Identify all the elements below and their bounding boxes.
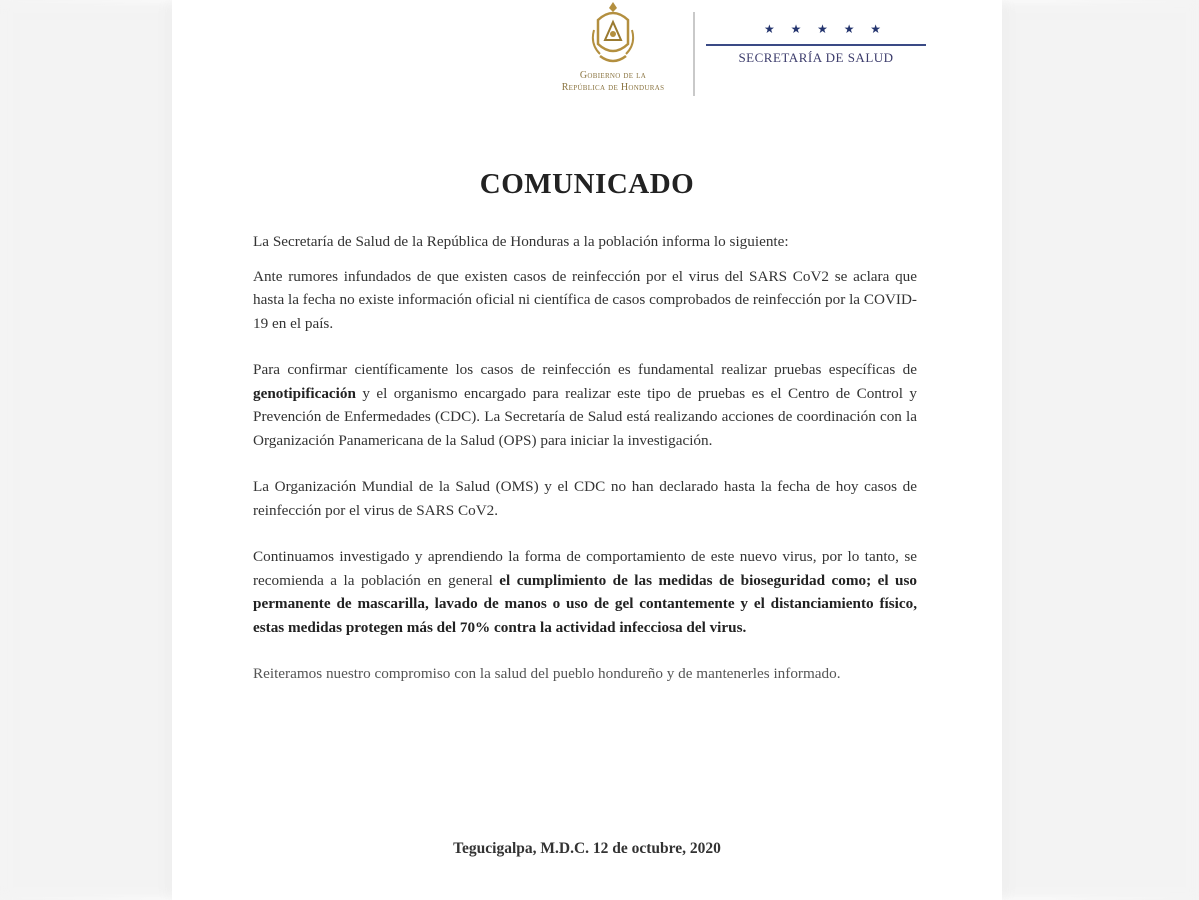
paragraph-1: Ante rumores infundados de que existen casos de reinfección por el virus del SARS CoV2 se aclara que hasta la fecha no existe información oficial ni científica de casos comprobados de reinfección por la COVID-19 en el país. bbox=[253, 267, 917, 332]
header-divider bbox=[693, 12, 695, 96]
paragraph-2-bold: genotipificación bbox=[253, 384, 356, 402]
coat-of-arms-icon bbox=[588, 0, 638, 68]
paragraph-4 bbox=[253, 545, 917, 639]
government-name bbox=[540, 70, 686, 94]
document-body bbox=[253, 230, 917, 686]
paragraph-2-text-start: Para confirmar científicamente los casos de reinfección es fundamental realizar pruebas específicas de bbox=[253, 361, 917, 378]
government-line-1: Gobierno de la bbox=[579, 70, 647, 81]
right-blurred-background bbox=[999, 0, 1199, 900]
paragraph-3: La Organización Mundial de la Salud (OMS) y el CDC no han declarado hasta la fecha de hoy casos de reinfección por el virus de SARS CoV2. bbox=[253, 478, 917, 519]
paragraph-4-bold: el cumplimiento de las medidas de bioseguridad como; el uso permanente de mascarilla, lavado de manos o uso de gel contantemente y el distanciamiento físico, estas medidas protegen más del 70% contra la actividad infecciosa del virus. bbox=[253, 571, 918, 636]
intro-paragraph: La Secretaría de Salud de la República de Honduras a la población informa lo siguiente: bbox=[253, 233, 789, 250]
ministry-name: SECRETARÍA DE SALUD bbox=[738, 50, 894, 65]
paragraph-5: Reiteramos nuestro compromiso con la salud del pueblo hondureño y de mantenerles informado. bbox=[253, 665, 841, 682]
ministry-logo bbox=[706, 22, 926, 72]
place-and-date: Tegucigalpa, M.D.C. 12 de octubre, 2020 bbox=[453, 840, 721, 857]
government-logo bbox=[540, 0, 686, 100]
paragraph-4-text-start: Continuamos investigado y aprendiendo la forma de comportamiento de este nuevo virus, por lo tanto, se recomienda a la población en general bbox=[253, 548, 917, 589]
government-line-2: República de Honduras bbox=[561, 82, 665, 93]
five-stars-icon: ★ ★ ★ ★ ★ bbox=[764, 22, 888, 36]
ministry-logo-rule bbox=[706, 44, 926, 46]
document-title: COMUNICADO bbox=[479, 168, 695, 200]
paragraph-2-text-end: y el organismo encargado para realizar este tipo de pruebas es el Centro de Control y Prevención de Enfermedades (CDC). La Secretaría de Salud está realizando acciones de coordinación con la Organización Panamericana de la Salud (OPS) para iniciar la investigación. bbox=[253, 384, 917, 449]
paragraph-2 bbox=[253, 358, 917, 452]
left-blurred-background bbox=[0, 0, 175, 900]
